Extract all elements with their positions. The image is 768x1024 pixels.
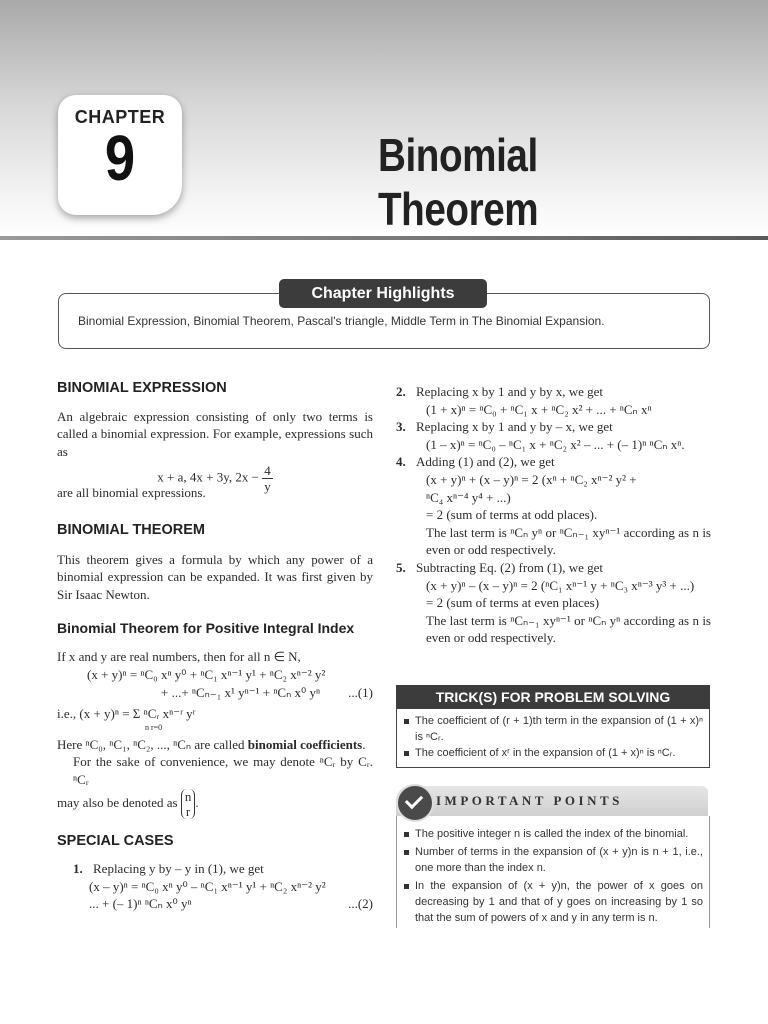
case-number: 4. xyxy=(396,454,406,470)
chapter-title: Binomial Theorem xyxy=(378,129,539,235)
case-text: Replacing x by 1 and y by – x, we get xyxy=(416,419,613,435)
fraction-numerator: 4 xyxy=(264,463,271,479)
case-3-equation: (1 – x)ⁿ = ⁿC₀ – ⁿC₁ x + ⁿC₂ x² – ... + (– 1)ⁿ ⁿCₙ xⁿ. xyxy=(426,436,685,452)
important-point: In the expansion of (x + y)n, the power of x goes on decreasing by 1 and that of y goes on increasing by 1 so that the sum of powers of x and y in any term is n. xyxy=(403,878,703,926)
case-2-equation: (1 + x)ⁿ = ⁿC₀ + ⁿC₁ x + ⁿC₂ x² + ... + ⁿCₙ xⁿ xyxy=(426,401,652,417)
important-points-title: IMPORTANT POINTS xyxy=(436,793,623,808)
subheading-positive-integral-index: Binomial Theorem for Positive Integral Index xyxy=(57,620,355,637)
chapter-badge xyxy=(58,95,182,215)
tricks-box xyxy=(396,709,710,768)
denoted-as-text: may also be denoted as xyxy=(57,794,178,810)
tricks-list xyxy=(397,709,709,761)
equation-1-terms: + ...+ ⁿCₙ₋₁ x¹ yⁿ⁻¹ + ⁿCₙ x⁰ yⁿ xyxy=(161,684,321,700)
paragraph-binomial-expression-end: are all binomial expressions. xyxy=(57,485,206,501)
equation-1-tag: ...(1) xyxy=(348,684,373,700)
case-number: 1. xyxy=(73,861,83,877)
special-case-1 xyxy=(57,860,373,878)
coefficients-period: . xyxy=(362,736,366,752)
case-4-equation-b: ⁿC₄ xⁿ⁻⁴ y⁴ + ...) xyxy=(426,489,511,505)
case-4-equation-c: = 2 (sum of terms at odd places). xyxy=(426,507,598,523)
tricks-heading: TRICK(S) FOR PROBLEM SOLVING xyxy=(396,685,710,709)
highlights-text: Binomial Expression, Binomial Theorem, Pascal's triangle, Middle Term in The Binomial Expansion. xyxy=(78,314,605,328)
trick-item: The coefficient of (r + 1)th term in the expansion of (1 + x)ⁿ is ⁿCᵣ. xyxy=(403,713,703,745)
fraction-denominator: y xyxy=(264,479,271,495)
chapter-label: CHAPTER xyxy=(74,107,166,127)
binomial-notation xyxy=(181,789,196,819)
highlights-tab: Chapter Highlights xyxy=(279,279,487,308)
important-points-header xyxy=(396,786,708,816)
special-case-2 xyxy=(396,383,711,401)
binomial-top: n xyxy=(184,788,192,804)
summation-form xyxy=(57,705,373,723)
case-text: Adding (1) and (2), we get xyxy=(416,454,555,470)
header-divider xyxy=(0,236,768,240)
section-heading-binomial-expression: BINOMIAL EXPRESSION xyxy=(57,380,227,396)
important-points-list xyxy=(397,816,709,926)
right-column xyxy=(396,383,711,647)
section-heading-special-cases: SPECIAL CASES xyxy=(57,832,174,849)
case-text: Replacing x by 1 and y by x, we get xyxy=(416,384,604,399)
case-4-equation-a: (x + y)ⁿ + (x – y)ⁿ = 2 (xⁿ + ⁿC₂ xⁿ⁻² y² + xyxy=(426,471,637,487)
case-5-last-term: The last term is ⁿCₙ₋₁ xyⁿ⁻¹ or ⁿCₙ yⁿ according as n is even or odd respectively. xyxy=(426,612,711,646)
special-case-3 xyxy=(396,418,711,436)
important-point: The positive integer n is called the index of the binomial. xyxy=(403,826,703,842)
case-5-equation-b: = 2 (sum of terms at even places) xyxy=(426,595,600,611)
summation-range: n r=0 xyxy=(145,722,163,732)
paragraph-binomial-expression: An algebraic expression consisting of only two terms is called a binomial expression. For example, expressions such as xyxy=(57,408,373,459)
case-number: 5. xyxy=(396,559,406,575)
summation-expression: i.e., (x + y)ⁿ = Σ ⁿCᵣ xⁿ⁻ʳ yʳ xyxy=(57,706,196,722)
case-number: 2. xyxy=(396,384,406,399)
paragraph-binomial-theorem: This theorem gives a formula by which any power of a binomial expression can be expanded. It was first given by Sir Isaac Newton. xyxy=(57,551,373,602)
example-text: x + a, 4x + 3y, 2x − xyxy=(157,469,259,485)
special-case-5 xyxy=(396,559,711,577)
important-point: Number of terms in the expansion of (x + y)n is n + 1, i.e., one more than the index n. xyxy=(403,844,703,876)
case-1-equation-a: (x – y)ⁿ = ⁿC₀ xⁿ y⁰ – ⁿC₁ xⁿ⁻¹ y¹ + ⁿC₂ xⁿ⁻² y² xyxy=(89,878,326,894)
case-1-equation-b xyxy=(57,895,373,913)
case-1-terms: ... + (– 1)ⁿ ⁿCₙ x⁰ yⁿ xyxy=(89,896,192,912)
special-case-4 xyxy=(396,453,711,471)
trick-item: The coefficient of xʳ in the expansion of (1 + x)ⁿ is ⁿCᵣ. xyxy=(403,745,703,761)
case-number: 3. xyxy=(396,419,406,435)
left-column xyxy=(57,380,373,913)
equation-2-tag: ...(2) xyxy=(348,896,373,912)
chapter-number: 9 xyxy=(104,122,136,194)
case-4-last-term: The last term is ⁿCₙ yⁿ or ⁿCₙ₋₁ xyⁿ⁻¹ according as n is even or odd respectively. xyxy=(426,524,711,558)
paragraph-binomial-coefficients xyxy=(57,736,373,754)
section-heading-binomial-theorem: BINOMIAL THEOREM xyxy=(57,521,205,538)
equation-1-line-b xyxy=(57,684,373,702)
binomial-coefficients-term: binomial coefficients xyxy=(247,736,363,752)
important-points-box xyxy=(396,816,710,928)
paragraph-denoted-as: may also be denoted as n r . xyxy=(57,788,199,819)
paragraph-real-numbers: If x and y are real numbers, then for all n ∈ N, xyxy=(57,649,301,665)
case-text: Replacing y by – y in (1), we get xyxy=(93,861,264,877)
coefficients-text: Here ⁿC₀, ⁿC₁, ⁿC₂, ..., ⁿCₙ are called xyxy=(57,736,245,752)
binomial-bottom: r xyxy=(185,803,191,819)
equation-1-line-a: (x + y)ⁿ = ⁿC₀ xⁿ y⁰ + ⁿC₁ xⁿ⁻¹ y¹ + ⁿC₂ xⁿ⁻² y² xyxy=(87,666,326,682)
case-5-equation-a: (x + y)ⁿ – (x – y)ⁿ = 2 (ⁿC₁ xⁿ⁻¹ y + ⁿC₃ xⁿ⁻³ y³ + ...) xyxy=(426,577,695,593)
case-text: Subtracting Eq. (2) from (1), we get xyxy=(416,559,604,575)
fraction-4-over-y xyxy=(262,463,273,494)
paragraph-convenience: For the sake of convenience, we may denote ⁿCᵣ by Cᵣ. ⁿCᵣ xyxy=(73,754,373,787)
